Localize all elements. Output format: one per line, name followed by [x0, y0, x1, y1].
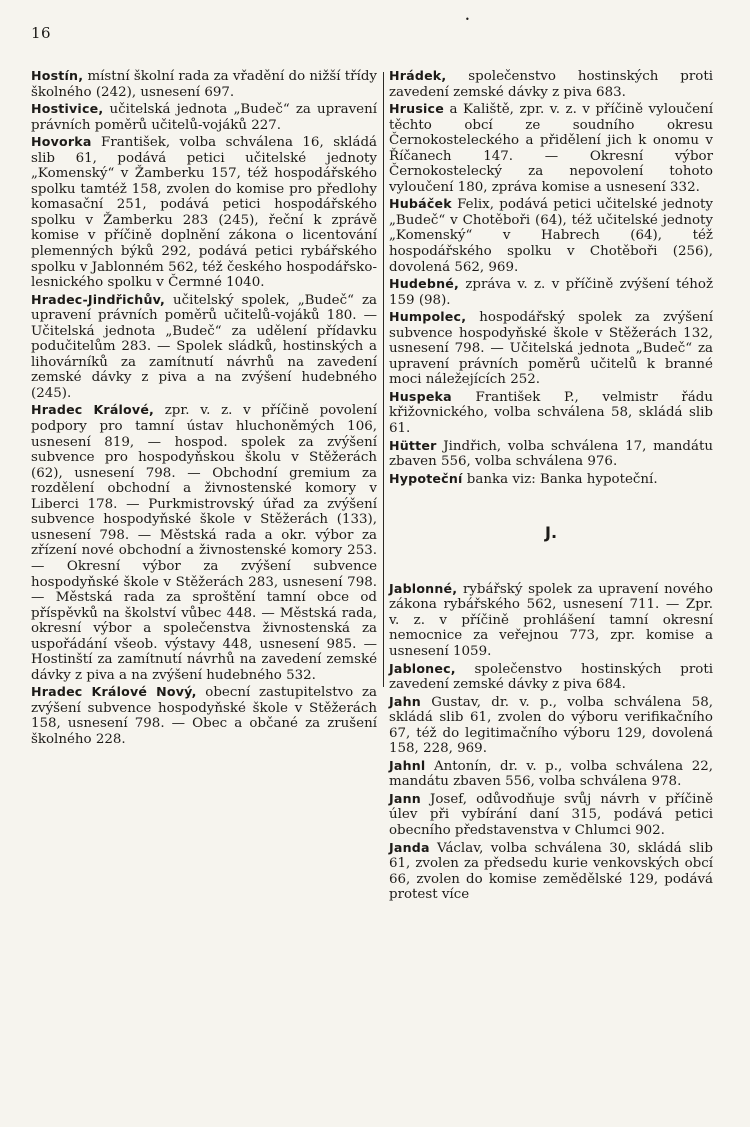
entry-headword: Hostivice, — [31, 101, 104, 117]
section-letter-heading: J. — [544, 523, 558, 543]
index-entry — [389, 68, 713, 100]
right-column-bottom — [389, 581, 713, 903]
entry-headword: Jahn — [389, 693, 421, 709]
index-entry — [31, 101, 377, 133]
entry-text: Václav, volba schválena 30, skládá slib 61, zvolen za předsedu kurie venkovských obcí 66, zvolen do komise zemědělské 129, podává protest více — [389, 840, 713, 903]
index-entry — [31, 68, 377, 100]
entry-headword: Jann — [389, 790, 421, 806]
index-entry — [389, 389, 713, 437]
entry-headword: Hradec Králové Nový, — [31, 684, 197, 700]
index-entry — [31, 134, 377, 290]
index-entry — [389, 758, 713, 790]
entry-text: Josef, odůvodňuje svůj návrh v příčině úlev při vybírání daní 315, podává petici obecního představenstva v Chlumci 902. — [389, 791, 713, 838]
entry-text: rybářský spolek za upravení nového zákona rybářského 562, usnesení 711. — Zpr. v. z. v příčině prohlášení tamní okresní nemocnice za veřejnou 773, zpr. komise a usnesení 1059. — [389, 581, 713, 659]
entry-headword: Jablonné, — [389, 580, 458, 596]
entry-headword: Janda — [389, 839, 430, 855]
index-entry — [389, 471, 713, 488]
entry-text: místní školní rada za vřadění do nižší třídy školného (242), usnesení 697. — [31, 69, 377, 100]
entry-headword: Hypoteční — [389, 470, 463, 486]
entry-headword: Jablonec, — [389, 660, 456, 676]
entry-text: společenstvo hostinských proti zavedení zemské dávky z piva 684. — [389, 661, 713, 693]
entry-headword: Hradec-Jindřichův, — [31, 291, 165, 307]
index-entry — [389, 276, 713, 308]
entry-headword: Huspeka — [389, 388, 452, 404]
index-entry — [31, 402, 377, 683]
index-entry — [389, 438, 713, 470]
entry-headword: Hrusice — [389, 101, 444, 117]
entry-text: Jindřich, volba schválena 17, mandátu zbaven 556, volba schválena 976. — [389, 438, 713, 470]
entry-text: společenstvo hostinských proti zavedení zemské dávky z piva 683. — [389, 69, 713, 100]
page-number: 16 — [31, 24, 52, 42]
index-entry — [389, 196, 713, 275]
print-mark: • — [465, 15, 470, 24]
entry-headword: Hovorka — [31, 134, 92, 150]
left-column — [31, 68, 377, 749]
index-entry — [389, 840, 713, 903]
entry-text: a Kaliště, zpr. v. z. v příčině vyloučení těchto obcí ze soudního okresu Černokosteleckého a přidělení jich k onomu v Říčanech 147. — Okresní výbor Černokostelecký za nepovolení tohoto vyloučení 180, zpráva komise a usnesení 332. — [389, 102, 713, 195]
right-column-top — [389, 68, 713, 487]
index-entry — [389, 101, 713, 195]
entry-text: Antonín, dr. v. p., volba schválena 22, mandátu zbaven 556, volba schválena 978. — [389, 758, 713, 790]
entry-text: František P., velmistr řádu křižovnického, volba schválena 58, skládá slib 61. — [389, 389, 713, 437]
entry-headword: Hrádek, — [389, 68, 447, 83]
entry-headword: Hudebné, — [389, 276, 459, 292]
entry-text: František, volba schválena 16, skládá slib 61, podává petici učitelské jednoty „Komenský“ v Žamberku 157, též hospodářského spolku tamtéž 158, zvolen do komise pro předlohy komasační 251, podává petici hospodářského spolku v Žamberku 283 (245), řeční k zprávě komise v příčině doplnění zákona o licentování plemenných býků 292, podává petici rybářského spolku v Jablonném 562, též českého hospodářsko-lesnického spolku v Čermné 1040. — [31, 135, 377, 291]
entry-text: Gustav, dr. v. p., volba schválena 58, skládá slib 61, zvolen do výboru verifikačního 67, též do legitimačního výboru 129, dovolená 158, 228, 969. — [389, 694, 713, 757]
entry-text: hospodářský spolek za zvýšení subvence hospodyňské škole v Stěžerách 132, usnesení 798. — Učitelská jednota „Budeč“ za upravení právních poměrů učitelů k branné moci náležejících 252. — [389, 310, 713, 388]
index-entry — [31, 684, 377, 747]
index-entry — [389, 661, 713, 693]
index-entry — [389, 581, 713, 660]
entry-headword: Hubáček — [389, 196, 452, 212]
entry-text: obecní zastupitelstvo za zvýšení subvence hospodyňské škole v Stěžerách 158, usnesení 798. — Obec a občané za zrušení školného 228. — [31, 685, 377, 747]
entry-headword: Hütter — [389, 437, 437, 453]
column-divider — [383, 72, 384, 687]
entry-text: učitelský spolek, „Budeč“ za upravení právních poměrů učitelů-vojáků 180. — Učitelská jednota „Budeč“ za udělení přídavku podučitelům 283. — Spolek sládků, hostinských a lihovárníků za zamítnutí návrhů na zavedení zemské dávky z piva a na zvýšení hudebného (245). — [31, 292, 377, 401]
entry-text: zpráva v. z. v příčině zvýšení téhož 159 (98). — [389, 277, 713, 308]
index-entry — [31, 292, 377, 402]
entry-headword: Hostín, — [31, 68, 84, 83]
entry-headword: Humpolec, — [389, 309, 467, 325]
index-entry — [389, 694, 713, 757]
entry-text: Felix, podává petici učitelské jednoty „Budeč“ v Chotěboři (64), též učitelské jednoty „Komenský“ v Habrech (64), též hospodářského spolku v Chotěboři (256), dovolená 562, 969. — [389, 197, 713, 275]
index-entry — [389, 309, 713, 388]
right-column — [389, 68, 713, 904]
entry-text: zpr. v. z. v příčině povolení podpory pro tamní ústav hluchoněmých 106, usnesení 819, — hospod. spolek za zvýšení subvence pro hospodyňskou školu v Stěžerách (62), usnesení 798. — Obchodní gremium za rozdělení obchodní a živnostenské komory v Liberci 178. — Purkmistrovský úřad za zvýšení subvence hospodyňské škole v Stěžerách (133), usnesení 798. — Městská rada a okr. výbor za zřízení nové obchodní a živnostenské komory 253. — Okresní výbor za zvýšení subvence hospodyňské škole v Stěžerách 283, usnesení 798. — Městská rada za sproštění tamní obce od příspěvků na školství vůbec 448. — Městská rada, okresní výbor a společenstva živnostenská za uspořádání všeob. výstavy 448, usnesení 985. — Hostinští za zamítnutí návrhů na zavedení zemské dávky z piva a na zvýšení hudebného 532. — [31, 403, 377, 683]
index-entry — [389, 791, 713, 839]
entry-headword: Hradec Králové, — [31, 402, 155, 418]
entry-headword: Jahnl — [389, 757, 426, 773]
entry-text: učitelská jednota „Budeč“ za upravení právních poměrů učitelů-vojáků 227. — [31, 102, 377, 133]
entry-text: banka viz: Banka hypoteční. — [462, 471, 658, 487]
